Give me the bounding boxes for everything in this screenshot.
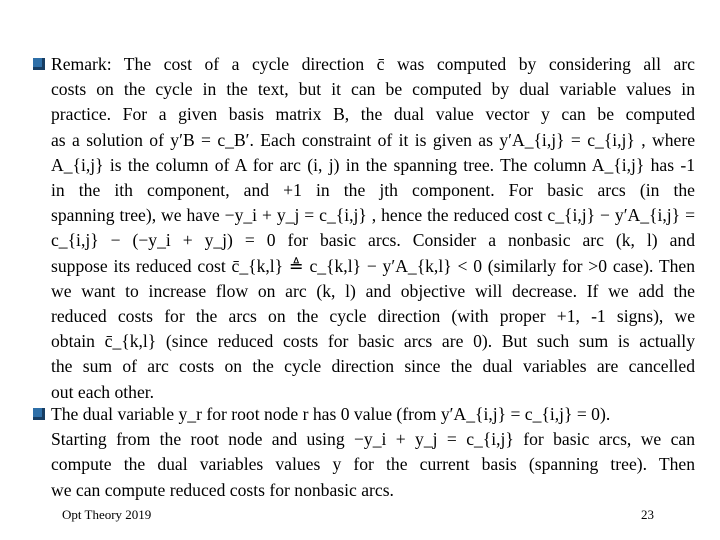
- text-line: reduced costs for the arcs on the cycle direction (with proper +1, -1 signs), we: [51, 306, 695, 327]
- square-bullet-icon: [33, 408, 45, 420]
- text-line: as a solution of y′B = c_B′. Each constraint of it is given as y′A_{i,j} = c_{i,j} , where: [51, 129, 695, 150]
- slide-number: 23: [641, 507, 654, 522]
- text-line: in the ith component, and +1 in the jth component. For basic arcs (in the: [51, 180, 695, 201]
- text-line: we can compute reduced costs for nonbasic arcs.: [51, 479, 394, 500]
- text-line: The dual variable y_r for root node r has 0 value (from y′A_{i,j} = c_{i,j} = 0).: [51, 404, 611, 424]
- text-line: costs on the cycle in the text, but it can be computed by dual variable values in: [51, 79, 695, 100]
- text-line: Starting from the root node and using −y_i + y_j = c_{i,j} for basic arcs, we can: [51, 429, 695, 450]
- text-line: practice. For a given basis matrix B, the dual value vector y can be computed: [51, 104, 695, 125]
- text-line: obtain c̄_{k,l} (since reduced costs for basic arcs are 0). But such sum is actually: [51, 331, 695, 352]
- text-line: we want to increase flow on arc (k, l) and objective will decrease. If we add the: [51, 280, 695, 301]
- text-line: c_{i,j} − (−y_i + y_j) = 0 for basic arcs. Consider a nonbasic arc (k, l) and: [51, 230, 695, 251]
- text-line: suppose its reduced cost c̄_{k,l} ≜ c_{k,l} − y′A_{k,l} < 0 (similarly for >0 case). Then: [51, 255, 695, 276]
- text-line: Remark: The cost of a cycle direction c̄ was computed by considering all arc: [51, 54, 695, 74]
- footer-course-title: Opt Theory 2019: [62, 507, 152, 522]
- text-line: compute the dual variables values y for the current basis (spanning tree). Then: [51, 454, 695, 475]
- square-bullet-icon: [33, 58, 45, 70]
- bullet-dual-variable: [33, 402, 695, 503]
- text-line: the sum of arc costs on the cycle direction since the dual variables are cancelled: [51, 356, 695, 377]
- bullet-remark-text: [51, 52, 695, 405]
- bullet-dual-variable-text: [51, 402, 695, 503]
- bullet-remark: [33, 52, 695, 405]
- text-line: out each other.: [51, 381, 155, 402]
- text-line: spanning tree), we have −y_i + y_j = c_{i,j} , hence the reduced cost c_{i,j} − y′A_{i,j} =: [51, 205, 695, 226]
- text-line: A_{i,j} is the column of A for arc (i, j) in the spanning tree. The column A_{i,j} has -1: [51, 154, 695, 175]
